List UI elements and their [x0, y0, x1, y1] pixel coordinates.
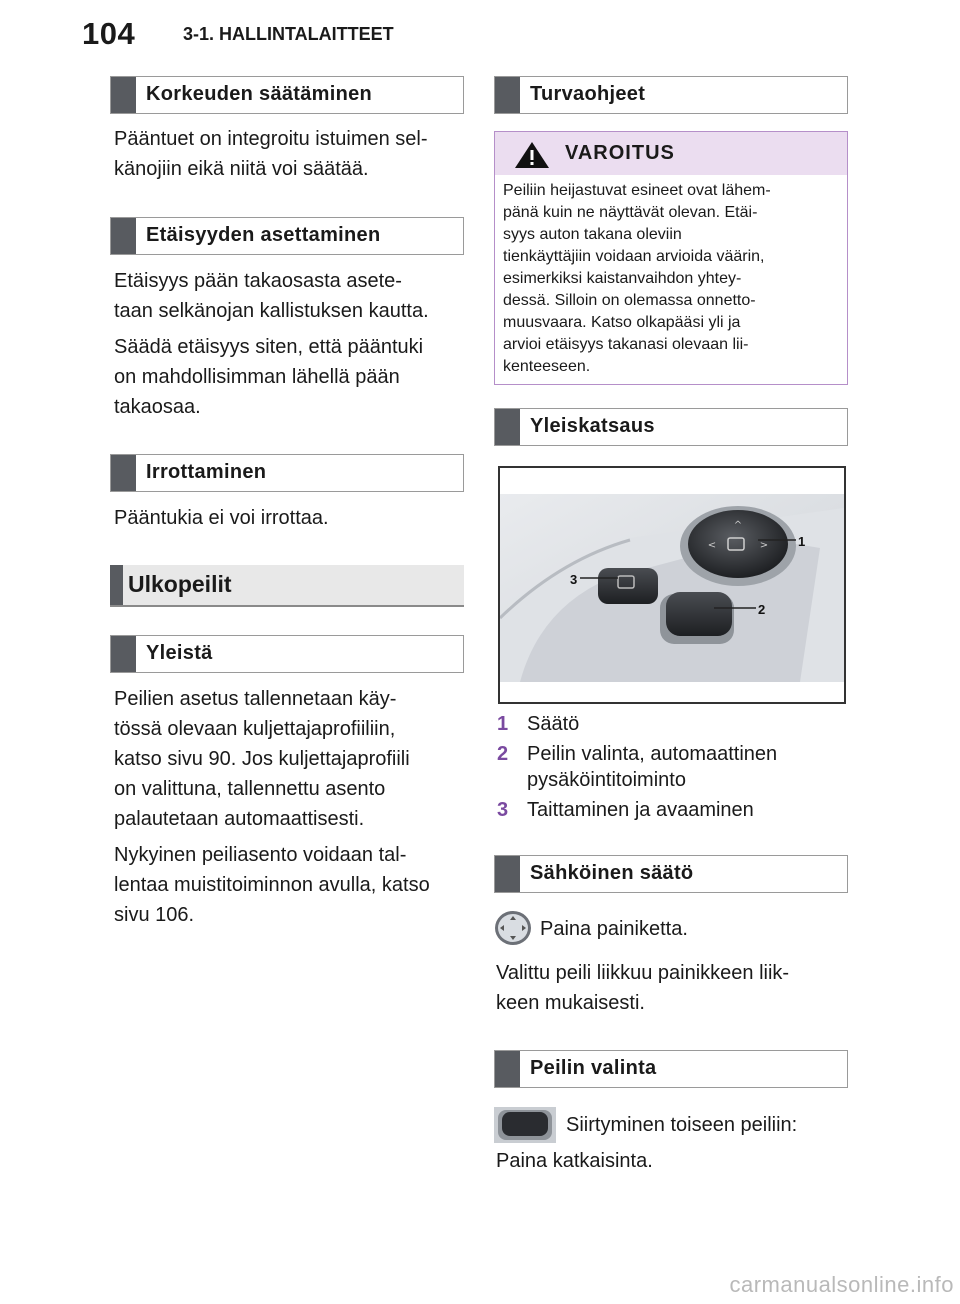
watermark: carmanualsonline.info [729, 1272, 954, 1297]
heading-etaisyyden-asettaminen: Etäisyyden asettaminen [110, 217, 464, 255]
section-header: 3-1. HALLINTALAITTEET [183, 24, 394, 44]
paragraph-etaisyys-1: Etäisyys pään takaosasta asete- taan selkänojan kallistuksen kautta. [114, 270, 429, 322]
paragraph-peilin-valinta-2: Paina katkaisinta. [496, 1150, 653, 1172]
paragraph-sahkoinen-1: Paina painiketta. [540, 918, 688, 940]
legend-item-3: 3 Taittaminen ja avaaminen [497, 799, 754, 821]
heading-irrottaminen: Irrottaminen [110, 454, 464, 492]
legend-item-2: 2 Peilin valinta, automaattinen pysäköintitoiminto [497, 743, 778, 791]
svg-text:^: ^ [733, 520, 743, 531]
svg-text:>: > [759, 540, 769, 551]
callout-1: 1 [798, 534, 806, 549]
heading-sahkoinen-saato: Sähköinen säätö [494, 855, 848, 893]
page-number: 104 [82, 16, 136, 51]
heading-turvaohjeet: Turvaohjeet [494, 76, 848, 114]
warning-triangle-icon [513, 140, 551, 170]
mirror-select-switch-icon [494, 1107, 556, 1143]
svg-text:<: < [707, 540, 717, 551]
legend-item-1: 1 Säätö [497, 713, 580, 735]
paragraph-yleista-2: Nykyinen peiliasento voidaan tal- lentaa muistitoiminnon avulla, katso sivu 106. [114, 844, 430, 926]
paragraph-korkeus: Pääntuet on integroitu istuimen sel- känojiin eikä niitä voi säätää. [114, 128, 428, 180]
mirror-adjust-button-icon [494, 910, 532, 946]
heading-peilin-valinta: Peilin valinta [494, 1050, 848, 1088]
warning-box [494, 131, 848, 385]
paragraph-sahkoinen-2: Valittu peili liikkuu painikkeen liik- keen mukaisesti. [496, 962, 790, 1014]
warning-text: Peiliin heijastuvat esineet ovat lähem- pänä kuin ne näyttävät olevan. Etäi- syys auton takana oleviin tienkäyttäjiin voidaan arvioida väärin, esimerkiksi kaistanvaihdon yhtey- dessä. Silloin on olemassa onnetto- muusvaara. Katso olkapääsi yli ja arvioi etäisyys takanasi olevaan lii- kenteeseen. [503, 182, 771, 375]
warning-title: VAROITUS [565, 142, 675, 164]
heading-yleiskatsaus: Yleiskatsaus [494, 408, 848, 446]
callout-3: 3 [570, 572, 578, 587]
section-title-ulkopeilit: Ulkopeilit [110, 565, 464, 607]
paragraph-yleista-1: Peilien asetus tallennetaan käy- tössä olevaan kuljettajaprofiiliin, katso sivu 90. Jos kuljettajaprofiili on valittuna, tallennettu asento palautetaan automaattisesti. [114, 688, 410, 830]
mirror-controls-illustration [500, 468, 844, 702]
mirror-controls-photo [498, 466, 846, 704]
heading-yleista: Yleistä [110, 635, 464, 673]
paragraph-etaisyys-2: Säädä etäisyys siten, että pääntuki on mahdollisimman lähellä pään takaosaa. [114, 336, 424, 418]
heading-korkeuden-saataminen: Korkeuden säätäminen [110, 76, 464, 114]
paragraph-peilin-valinta-1: Siirtyminen toiseen peiliin: [566, 1114, 798, 1136]
callout-2: 2 [758, 602, 766, 617]
paragraph-irrottaminen: Pääntukia ei voi irrottaa. [114, 507, 329, 529]
